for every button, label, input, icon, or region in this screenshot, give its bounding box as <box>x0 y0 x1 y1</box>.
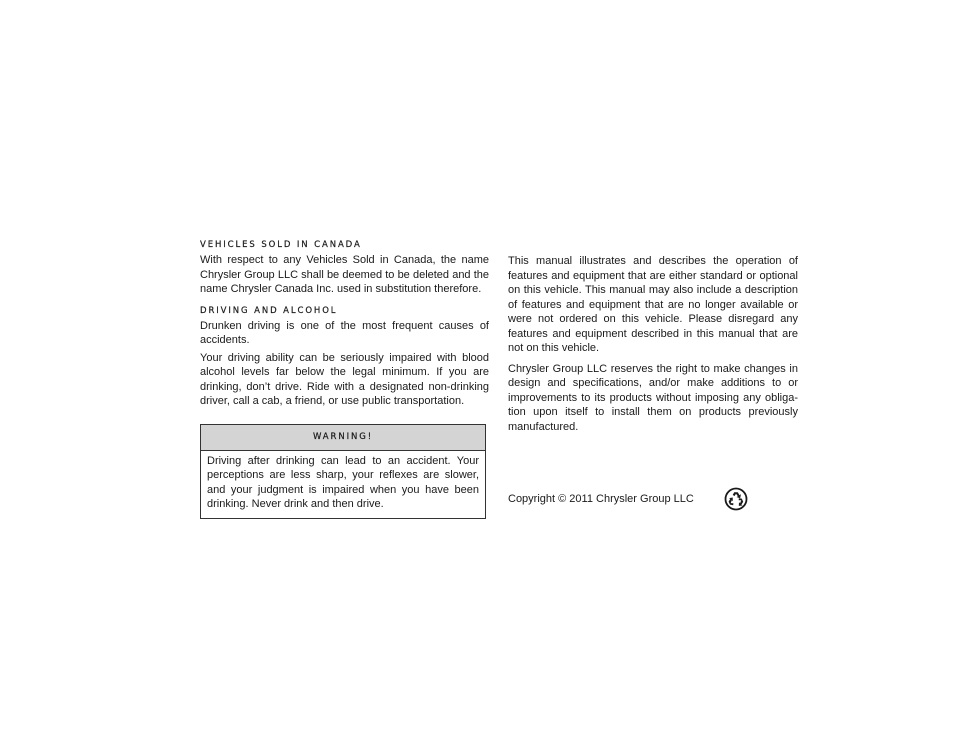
warning-text: Driving after drinking can lead to an accident. Your perceptions are less sharp, your reflexes are slower, and your judgment is impaired when you have been drinking. Never drink and then drive. <box>207 454 479 510</box>
copyright-row <box>508 487 758 513</box>
alcohol-heading: DRIVING AND ALCOHOL <box>200 305 338 316</box>
warning-body <box>201 451 485 518</box>
copyright-text: Copyright © 2011 Chrysler Group LLC <box>508 493 694 505</box>
canada-heading: VEHICLES SOLD IN CANADA <box>200 240 362 250</box>
alcohol-paragraph-1: Drunken driving is one of the most frequent causes of accidents. <box>200 319 489 346</box>
manual-description-paragraph: This manual illustrates and describes the operation of features and equipment that are either standard or optional on this vehicle. This manual may also include a description of features and equipment that are no longer available or were not ordered on this vehicle. Please disregard any features and equipment described in this manual that are not on this vehicle. <box>508 255 798 354</box>
warning-header <box>201 425 485 451</box>
warning-box <box>200 424 486 519</box>
left-column <box>200 240 489 519</box>
warning-title: WARNING! <box>312 431 374 442</box>
changes-disclaimer-paragraph: Chrysler Group LLC reserves the right to make changes in design and specifications, and/or make additions to or improvements to its products without imposing any obliga- tion upon itself to install them on products previously manufactured. <box>508 362 798 433</box>
recycle-symbol-icon <box>724 487 748 511</box>
alcohol-paragraph-2: Your driving ability can be seriously impaired with blood alcohol levels far below the legal minimum. If you are drinking, don’t drive. Ride with a designated non-drinking driver, call a cab, a friend, or use public transportation. <box>200 351 489 407</box>
right-column <box>508 254 798 434</box>
canada-paragraph: With respect to any Vehicles Sold in Canada, the name Chrysler Group LLC shall be deemed to be deleted and the name Chrysler Canada Inc. used in substitution therefore. <box>200 254 489 295</box>
